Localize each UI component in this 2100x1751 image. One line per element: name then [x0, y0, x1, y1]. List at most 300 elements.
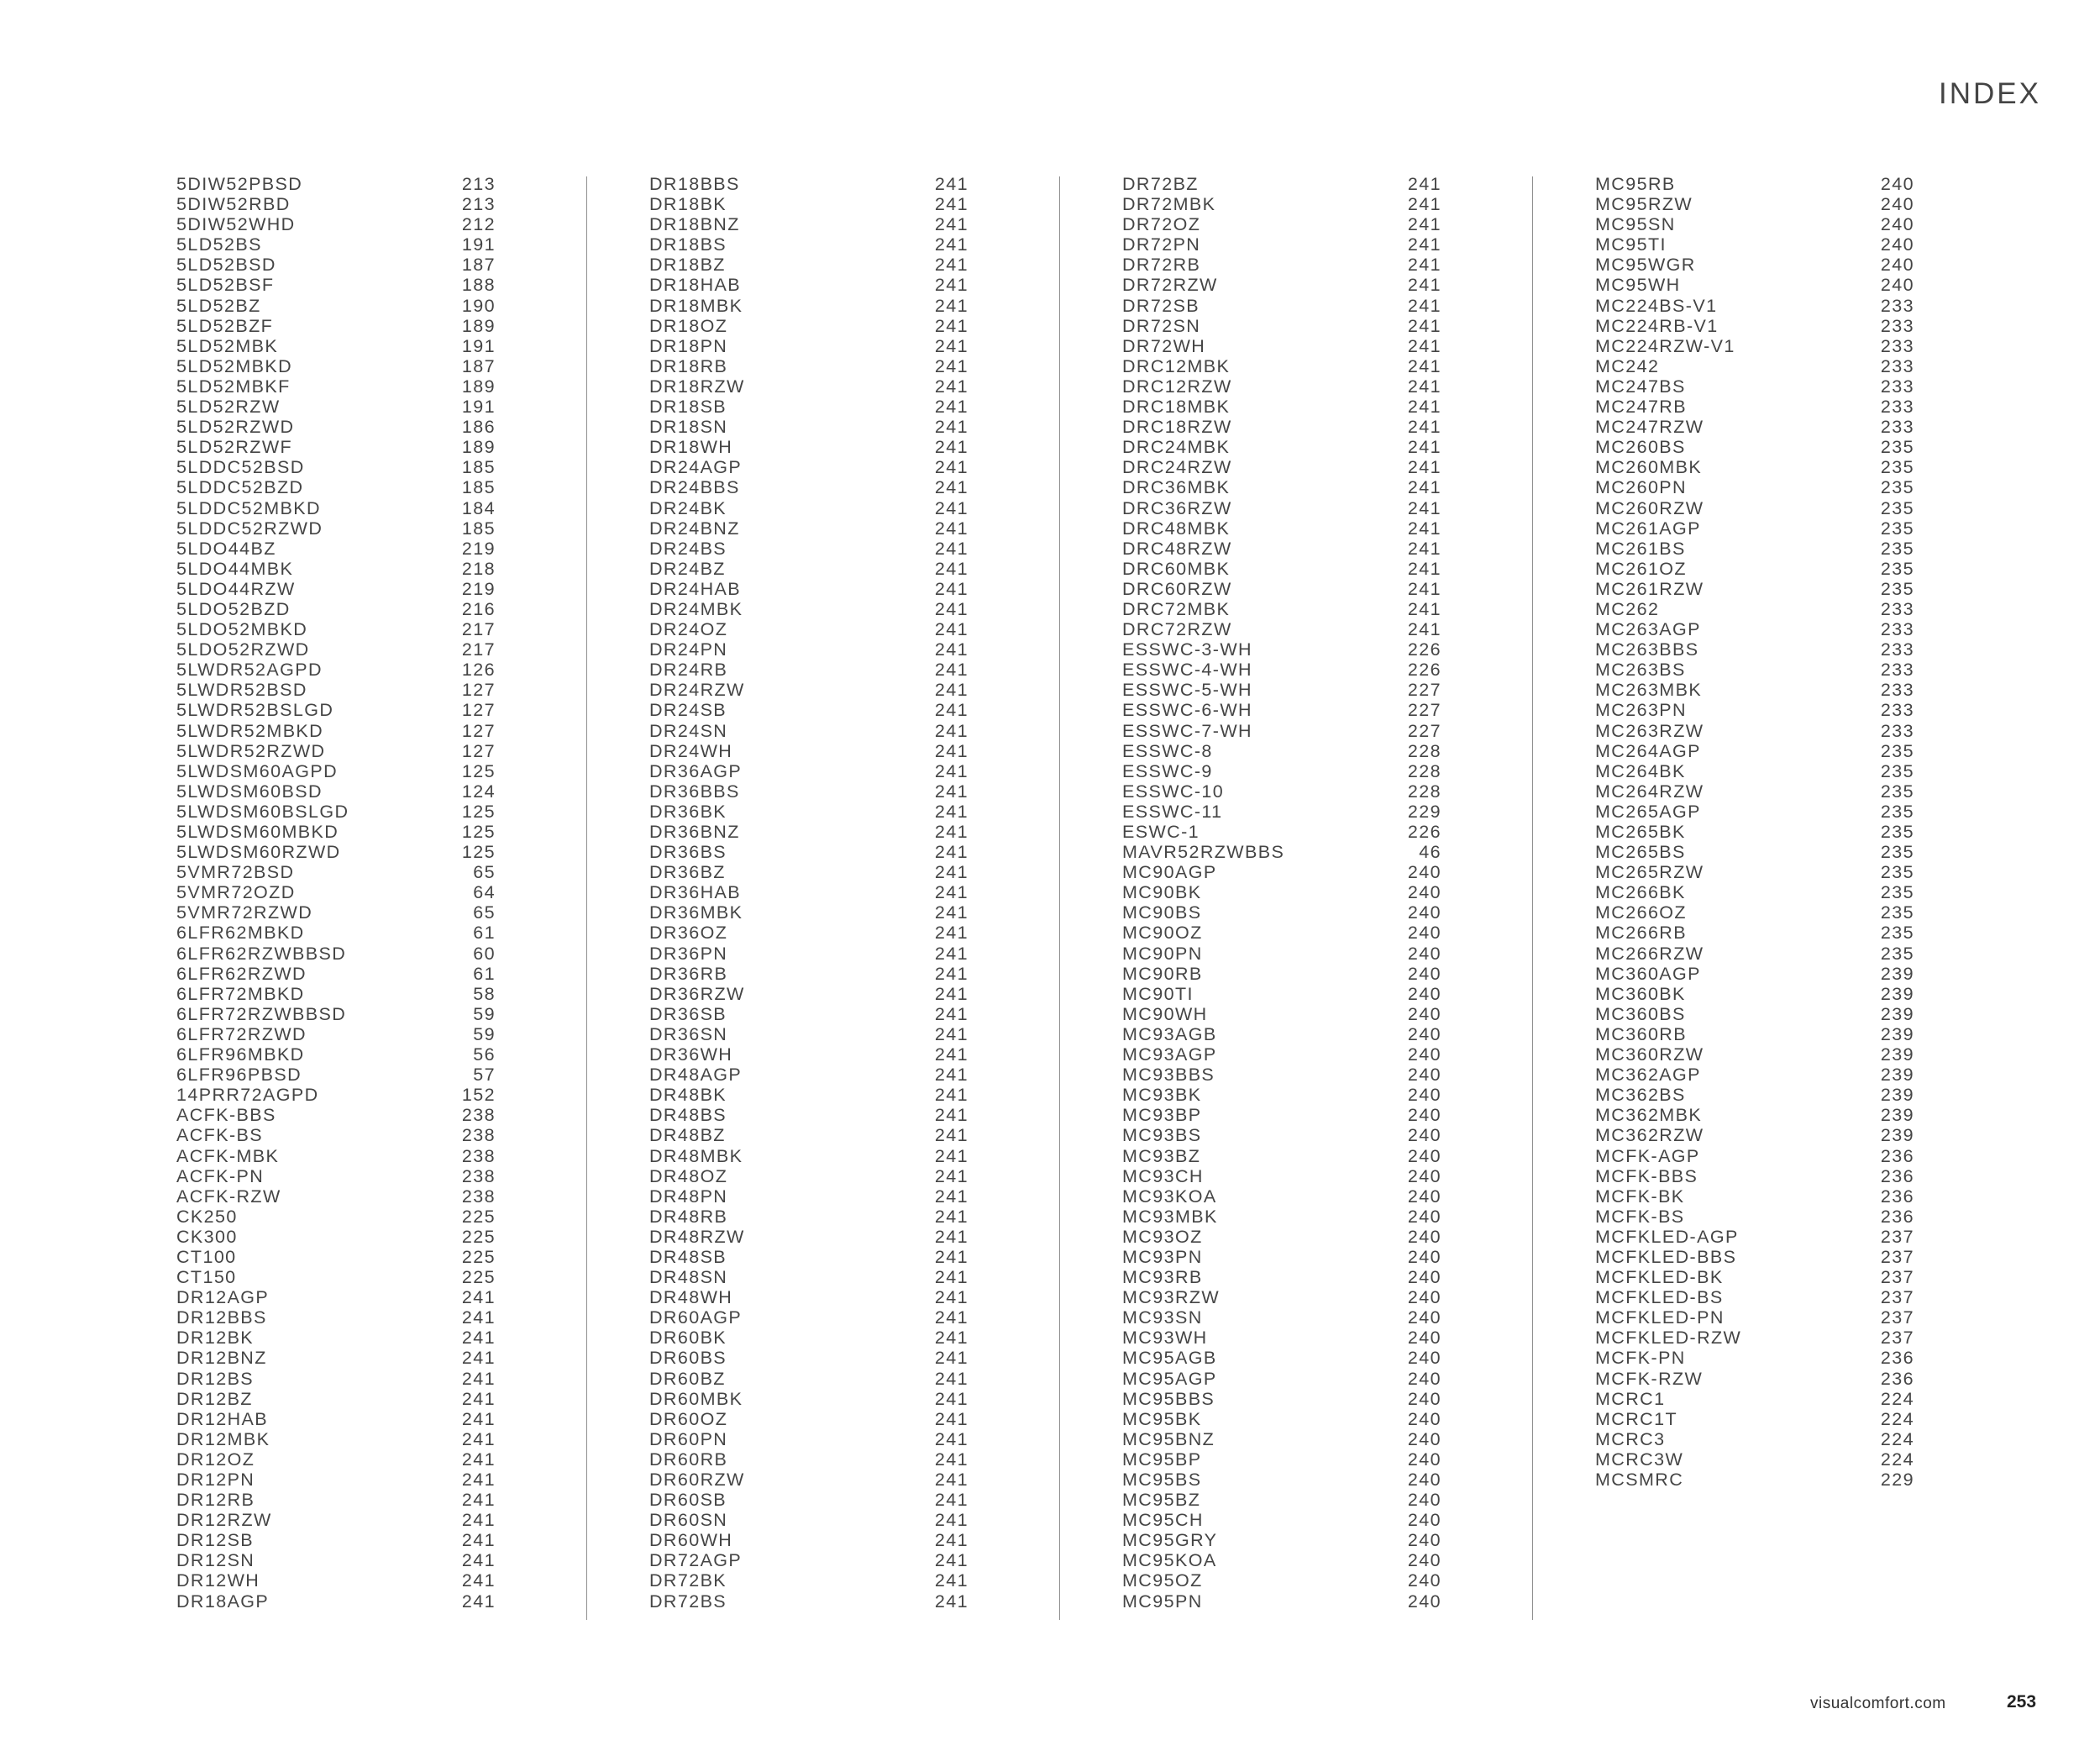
entry-page: 241	[934, 902, 969, 923]
index-entry	[1595, 984, 1914, 1004]
index-entry	[176, 741, 496, 761]
index-entry	[176, 1247, 496, 1267]
index-entry	[649, 336, 969, 356]
index-entry	[176, 1085, 496, 1105]
index-entry	[649, 660, 969, 680]
index-entry	[1122, 1490, 1441, 1510]
entry-code: MC93BK	[1122, 1085, 1202, 1106]
entry-code: 6LFR62RZWBBSD	[176, 943, 347, 964]
entry-code: MCRC3	[1595, 1428, 1666, 1449]
entry-page: 236	[1880, 1186, 1914, 1207]
entry-code: ESSWC-4-WH	[1122, 660, 1252, 681]
entry-code: CK250	[176, 1206, 238, 1227]
index-entry	[1122, 984, 1441, 1004]
entry-code: DR72WH	[1122, 335, 1206, 356]
entry-page: 235	[1880, 477, 1914, 498]
index-entry	[1122, 781, 1441, 802]
index-entry	[649, 234, 969, 255]
entry-code: DR36BZ	[649, 862, 726, 883]
entry-page: 241	[934, 1530, 969, 1551]
index-entry	[649, 559, 969, 579]
index-entry	[176, 1287, 496, 1307]
entry-page: 185	[461, 518, 496, 539]
entry-page: 241	[934, 214, 969, 235]
index-entry	[649, 1207, 969, 1227]
index-entry	[1595, 397, 1914, 417]
entry-page: 233	[1880, 315, 1914, 336]
index-entry	[176, 700, 496, 720]
entry-page: 241	[934, 457, 969, 478]
entry-code: DR24WH	[649, 740, 733, 761]
index-entry	[649, 1530, 969, 1550]
index-entry	[649, 1307, 969, 1328]
index-entry	[176, 944, 496, 964]
entry-code: MC93KOA	[1122, 1186, 1217, 1207]
entry-page: 241	[934, 1408, 969, 1429]
entry-page: 233	[1880, 619, 1914, 640]
entry-page: 235	[1880, 862, 1914, 883]
entry-page: 241	[1407, 578, 1441, 599]
entry-page: 152	[461, 1085, 496, 1106]
entry-page: 241	[934, 1388, 969, 1409]
entry-page: 56	[473, 1044, 496, 1065]
entry-code: 5LD52BSF	[176, 275, 275, 296]
entry-page: 240	[1407, 1226, 1441, 1247]
index-entry	[1122, 741, 1441, 761]
entry-code: DR36RB	[649, 963, 728, 984]
index-entry	[176, 214, 496, 234]
entry-page: 241	[934, 1449, 969, 1470]
index-entry	[649, 761, 969, 781]
entry-code: 5LDDC52RZWD	[176, 518, 323, 539]
index-entry	[649, 1389, 969, 1409]
entry-page: 186	[461, 417, 496, 438]
index-entry	[649, 316, 969, 336]
index-entry	[1595, 174, 1914, 194]
entry-code: DRC36RZW	[1122, 497, 1232, 518]
entry-page: 240	[1407, 1470, 1441, 1490]
index-entry	[1122, 356, 1441, 376]
entry-code: DRC48MBK	[1122, 518, 1231, 539]
entry-code: MCRC1T	[1595, 1408, 1677, 1429]
entry-code: DRC48RZW	[1122, 538, 1232, 559]
entry-page: 240	[1880, 194, 1914, 215]
entry-page: 241	[934, 497, 969, 518]
entry-page: 241	[1407, 295, 1441, 316]
entry-page: 239	[1880, 963, 1914, 984]
entry-code: MC265BS	[1595, 842, 1686, 863]
index-entry	[649, 802, 969, 822]
index-entry	[1122, 214, 1441, 234]
index-entry	[1122, 539, 1441, 559]
entry-page: 241	[934, 315, 969, 336]
entry-page: 237	[1880, 1307, 1914, 1328]
entry-code: MC261BS	[1595, 538, 1686, 559]
index-entry	[1595, 1186, 1914, 1207]
index-entry	[176, 1004, 496, 1024]
entry-page: 240	[1407, 963, 1441, 984]
entry-code: DR18RZW	[649, 376, 745, 397]
entry-page: 236	[1880, 1145, 1914, 1166]
entry-page: 240	[1880, 174, 1914, 194]
entry-code: 5LWDSM60AGPD	[176, 760, 339, 781]
entry-code: DR24BZ	[649, 558, 726, 579]
index-entry	[649, 1328, 969, 1348]
entry-page: 241	[934, 598, 969, 619]
index-entry	[649, 781, 969, 802]
entry-code: 5LD52MBK	[176, 335, 279, 356]
entry-code: DR18SN	[649, 417, 728, 438]
index-entry	[176, 1490, 496, 1510]
entry-code: ACFK-RZW	[176, 1186, 281, 1207]
entry-page: 235	[1880, 740, 1914, 761]
entry-code: MC90BK	[1122, 882, 1202, 903]
entry-code: 5LD52BSD	[176, 255, 276, 276]
index-entry	[1595, 336, 1914, 356]
column-divider	[1059, 176, 1060, 1620]
entry-code: 5LDO44MBK	[176, 558, 294, 579]
entry-code: 5LWDSM60RZWD	[176, 842, 341, 863]
entry-page: 237	[1880, 1328, 1914, 1349]
index-entry	[1595, 639, 1914, 660]
entry-code: MC266BK	[1595, 882, 1686, 903]
entry-page: 60	[473, 943, 496, 964]
index-entry	[1595, 1004, 1914, 1024]
index-entry	[649, 1470, 969, 1490]
entry-code: MC93BS	[1122, 1125, 1202, 1146]
entry-page: 241	[461, 1408, 496, 1429]
entry-page: 241	[934, 538, 969, 559]
entry-code: DR48OZ	[649, 1165, 728, 1186]
index-entry	[176, 417, 496, 437]
entry-code: DR36HAB	[649, 882, 741, 903]
entry-code: DR12BBS	[176, 1307, 267, 1328]
index-entry	[1122, 944, 1441, 964]
entry-code: MC93AGP	[1122, 1044, 1217, 1065]
entry-code: MC95KOA	[1122, 1550, 1217, 1571]
entry-page: 237	[1880, 1226, 1914, 1247]
entry-page: 227	[1407, 680, 1441, 701]
index-entry	[649, 1125, 969, 1145]
entry-page: 240	[1407, 1510, 1441, 1531]
entry-page: 217	[461, 639, 496, 660]
entry-code: MC265AGP	[1595, 801, 1701, 822]
entry-code: DR48BZ	[649, 1125, 726, 1146]
entry-page: 241	[934, 963, 969, 984]
entry-page: 241	[934, 1186, 969, 1207]
index-entry	[1122, 1449, 1441, 1470]
index-entry	[649, 518, 969, 539]
entry-code: ESSWC-11	[1122, 801, 1223, 822]
entry-code: MC360AGP	[1595, 963, 1701, 984]
entry-code: DR60OZ	[649, 1408, 728, 1429]
entry-page: 225	[461, 1206, 496, 1227]
entry-page: 241	[934, 923, 969, 944]
index-entry	[1122, 862, 1441, 882]
entry-page: 190	[461, 295, 496, 316]
entry-code: DR12SB	[176, 1530, 255, 1551]
entry-code: MC95OZ	[1122, 1570, 1203, 1591]
index-entry	[1122, 316, 1441, 336]
index-entry	[649, 539, 969, 559]
index-entry	[176, 1065, 496, 1085]
entry-code: MC266RZW	[1595, 943, 1704, 964]
index-entry	[1595, 376, 1914, 397]
index-entry	[1595, 1369, 1914, 1389]
entry-code: MCFKLED-PN	[1595, 1307, 1725, 1328]
entry-page: 235	[1880, 578, 1914, 599]
entry-code: DR18BNZ	[649, 214, 740, 235]
entry-page: 241	[934, 1307, 969, 1328]
index-entry	[1122, 417, 1441, 437]
entry-code: MC224BS-V1	[1595, 295, 1718, 316]
entry-code: DR12BK	[176, 1328, 255, 1349]
entry-page: 240	[1407, 1530, 1441, 1551]
index-entry	[1595, 1267, 1914, 1287]
entry-code: 5DIW52WHD	[176, 214, 296, 235]
entry-page: 58	[473, 983, 496, 1004]
entry-code: DR12BNZ	[176, 1348, 267, 1369]
entry-code: DR18OZ	[649, 315, 728, 336]
entry-page: 240	[1407, 1591, 1441, 1612]
entry-page: 235	[1880, 437, 1914, 458]
entry-code: ACFK-MBK	[176, 1145, 280, 1166]
entry-code: MC265BK	[1595, 822, 1686, 842]
index-entry	[176, 296, 496, 316]
entry-code: 5LDO52BZD	[176, 598, 291, 619]
entry-page: 241	[934, 578, 969, 599]
index-entry	[1122, 1591, 1441, 1612]
entry-page: 240	[1407, 1246, 1441, 1267]
entry-code: DR60WH	[649, 1530, 733, 1551]
entry-page: 240	[1407, 1023, 1441, 1044]
entry-code: MCFKLED-RZW	[1595, 1328, 1742, 1349]
entry-page: 241	[934, 619, 969, 640]
index-entry	[176, 1449, 496, 1470]
entry-page: 219	[461, 578, 496, 599]
index-entry	[1122, 1369, 1441, 1389]
entry-code: MC93PN	[1122, 1246, 1203, 1267]
entry-page: 240	[1407, 1165, 1441, 1186]
entry-page: 241	[934, 1591, 969, 1612]
index-entry	[649, 1227, 969, 1247]
entry-page: 236	[1880, 1165, 1914, 1186]
entry-page: 240	[1407, 1388, 1441, 1409]
entry-page: 241	[1407, 518, 1441, 539]
entry-page: 61	[473, 923, 496, 944]
index-entry	[1595, 1125, 1914, 1145]
entry-page: 239	[1880, 1125, 1914, 1146]
entry-page: 237	[1880, 1267, 1914, 1288]
entry-code: 5LDO52RZWD	[176, 639, 310, 660]
entry-page: 241	[934, 660, 969, 681]
entry-page: 241	[934, 1470, 969, 1490]
entry-code: MC95AGP	[1122, 1368, 1217, 1389]
entry-page: 187	[461, 355, 496, 376]
entry-page: 213	[461, 174, 496, 194]
index-entry	[649, 680, 969, 700]
entry-page: 235	[1880, 497, 1914, 518]
entry-page: 241	[1407, 214, 1441, 235]
index-entry	[649, 1044, 969, 1065]
index-column-4	[1595, 174, 1914, 1490]
entry-page: 239	[1880, 1105, 1914, 1126]
entry-code: DR72OZ	[1122, 214, 1201, 235]
index-entry	[176, 1227, 496, 1247]
entry-code: DR24SB	[649, 700, 727, 721]
entry-code: MCFKLED-BK	[1595, 1267, 1724, 1288]
entry-code: 6LFR62MBKD	[176, 923, 305, 944]
entry-code: DR24MBK	[649, 598, 743, 619]
entry-page: 241	[461, 1368, 496, 1389]
entry-code: 5LWDR52AGPD	[176, 660, 323, 681]
entry-page: 227	[1407, 700, 1441, 721]
entry-page: 241	[934, 1328, 969, 1349]
index-entry	[1595, 964, 1914, 984]
entry-code: MC95RZW	[1595, 194, 1693, 215]
index-entry	[1122, 923, 1441, 943]
entry-page: 235	[1880, 902, 1914, 923]
entry-code: MC95BK	[1122, 1408, 1202, 1429]
index-entry	[176, 923, 496, 943]
entry-code: DR48SN	[649, 1267, 728, 1288]
entry-code: MC93RB	[1122, 1267, 1203, 1288]
entry-code: 5LDDC52BZD	[176, 477, 304, 498]
index-entry	[649, 1085, 969, 1105]
entry-code: 5VMR72RZWD	[176, 902, 313, 923]
index-entry	[1595, 619, 1914, 639]
entry-page: 240	[1407, 1186, 1441, 1207]
index-entry	[176, 518, 496, 539]
entry-code: ESSWC-3-WH	[1122, 639, 1252, 660]
entry-code: MC264AGP	[1595, 740, 1701, 761]
entry-page: 241	[934, 1065, 969, 1086]
index-entry	[1122, 599, 1441, 619]
entry-page: 233	[1880, 295, 1914, 316]
index-entry	[176, 477, 496, 497]
entry-code: MC95WH	[1595, 275, 1681, 296]
index-entry	[176, 599, 496, 619]
entry-code: MC247RB	[1595, 397, 1687, 418]
index-entry	[1595, 1166, 1914, 1186]
entry-page: 241	[1407, 194, 1441, 215]
index-column-3	[1122, 174, 1441, 1612]
index-entry	[176, 376, 496, 397]
entry-code: DR36BS	[649, 842, 727, 863]
entry-code: DR18BBS	[649, 174, 740, 194]
index-entry	[1122, 680, 1441, 700]
index-entry	[176, 194, 496, 214]
entry-page: 185	[461, 457, 496, 478]
index-entry	[1122, 802, 1441, 822]
index-entry	[1122, 1510, 1441, 1530]
entry-code: 5LWDSM60MBKD	[176, 822, 339, 842]
entry-page: 240	[1407, 943, 1441, 964]
index-entry	[1122, 1227, 1441, 1247]
entry-code: MC266RB	[1595, 923, 1687, 944]
entry-page: 241	[934, 700, 969, 721]
index-entry	[1122, 700, 1441, 720]
entry-code: MC93SN	[1122, 1307, 1203, 1328]
index-entry	[649, 1510, 969, 1530]
index-entry	[176, 1146, 496, 1166]
entry-code: 6LFR72MBKD	[176, 983, 305, 1004]
entry-page: 241	[461, 1428, 496, 1449]
entry-page: 241	[1407, 335, 1441, 356]
entry-page: 241	[1407, 619, 1441, 640]
entry-page: 241	[1407, 558, 1441, 579]
page-title: INDEX	[1939, 77, 2041, 110]
entry-code: 5LDDC52BSD	[176, 457, 305, 478]
entry-code: DRC18RZW	[1122, 417, 1232, 438]
entry-page: 240	[1407, 1206, 1441, 1227]
entry-code: DR48MBK	[649, 1145, 743, 1166]
entry-page: 189	[461, 437, 496, 458]
index-entry	[1122, 518, 1441, 539]
index-entry	[649, 639, 969, 660]
index-entry	[1595, 680, 1914, 700]
entry-page: 240	[1880, 275, 1914, 296]
index-entry	[176, 781, 496, 802]
entry-code: MCFK-RZW	[1595, 1368, 1704, 1389]
entry-code: DR36SN	[649, 1023, 728, 1044]
footer-website: visualcomfort.com	[1810, 1695, 1946, 1712]
index-entry	[649, 376, 969, 397]
index-entry	[1122, 721, 1441, 741]
entry-code: MC95BBS	[1122, 1388, 1215, 1409]
index-entry	[649, 984, 969, 1004]
index-entry	[1122, 498, 1441, 518]
entry-code: DRC60MBK	[1122, 558, 1231, 579]
entry-page: 59	[473, 1023, 496, 1044]
entry-code: DR48RZW	[649, 1226, 745, 1247]
page-number: 253	[2007, 1692, 2037, 1712]
entry-page: 240	[1407, 902, 1441, 923]
index-entry	[649, 477, 969, 497]
entry-code: DR60RZW	[649, 1470, 745, 1490]
index-entry	[1122, 1287, 1441, 1307]
entry-code: DR36BBS	[649, 781, 740, 802]
entry-page: 241	[934, 417, 969, 438]
entry-page: 240	[1407, 1348, 1441, 1369]
index-entry	[1122, 822, 1441, 842]
index-entry	[1595, 296, 1914, 316]
entry-code: DR60PN	[649, 1428, 728, 1449]
entry-page: 241	[934, 518, 969, 539]
index-entry	[649, 356, 969, 376]
entry-code: DR12WH	[176, 1570, 260, 1591]
index-entry	[176, 1044, 496, 1065]
entry-code: DR12BS	[176, 1368, 255, 1389]
index-entry	[176, 498, 496, 518]
entry-page: 241	[934, 1003, 969, 1024]
entry-code: MC93RZW	[1122, 1287, 1221, 1308]
index-entry	[649, 194, 969, 214]
entry-page: 236	[1880, 1206, 1914, 1227]
entry-code: DR72SB	[1122, 295, 1200, 316]
entry-code: DR12HAB	[176, 1408, 268, 1429]
index-entry	[1122, 1550, 1441, 1570]
index-entry	[1595, 579, 1914, 599]
index-entry	[1595, 1105, 1914, 1125]
entry-code: DR48AGP	[649, 1065, 743, 1086]
index-entry	[176, 356, 496, 376]
index-entry	[176, 234, 496, 255]
index-entry	[176, 822, 496, 842]
entry-code: MC90OZ	[1122, 923, 1203, 944]
entry-page: 240	[1407, 1307, 1441, 1328]
entry-code: DR24SN	[649, 720, 728, 741]
